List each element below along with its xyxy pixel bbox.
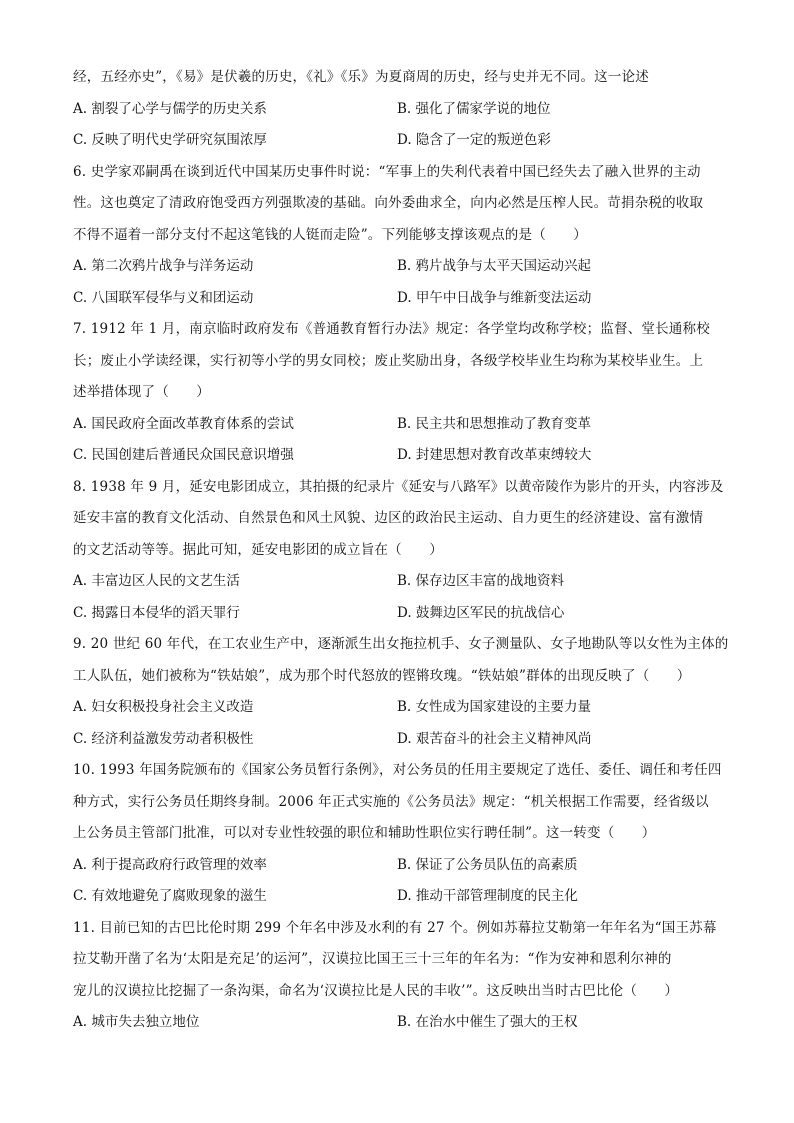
option-d: D. 鼓舞边区军民的抗战信心 [397, 604, 565, 621]
option-row [73, 283, 725, 315]
option-row [73, 251, 725, 283]
option-row [73, 692, 725, 724]
option-row [73, 724, 725, 756]
question-stem-line: 8. 1938 年 9 月，延安电影团成立，其拍摄的纪录片《延安与八路军》以黄帝陵作为影片的开头，内容涉及 [73, 478, 724, 495]
option-a: A. 城市失去独立地位 [73, 1014, 200, 1030]
question-stem-line: 的文艺活动等等。据此可知，延安电影团的成立旨在（ ） [73, 541, 443, 558]
question-stem-line: 性。这也奠定了清政府饱受西方列强欺凌的基础。向外委曲求全，向内必然是压榨人民。苛捐杂税的收取 [73, 195, 704, 211]
question-stem-line: 上公务员主管部门批准，可以对专业性较强的职位和辅助性职位实行聘任制”。这一转变（ ） [73, 825, 656, 841]
option-a: A. 国民政府全面改革教育体系的尝试 [73, 415, 294, 432]
option-row [73, 881, 725, 913]
option-row [73, 598, 725, 630]
question-7 [73, 314, 725, 472]
option-a: A. 第二次鸦片战争与洋务运动 [73, 258, 254, 274]
question-stem-line: 延安丰富的教育文化活动、自然景色和风土风貌、边区的政治民主运动、自力更生的经济建设、富有激情 [73, 510, 704, 526]
option-row [73, 94, 725, 126]
question-11 [73, 913, 725, 1039]
option-row [73, 440, 725, 472]
option-a: A. 割裂了心学与儒学的历史关系 [73, 100, 267, 117]
option-row [73, 850, 725, 882]
question-stem-line: 工人队伍，她们被称为“铁姑娘”，成为那个时代怒放的铿锵玫瑰。“铁姑娘”群体的出现反映了（ ） [73, 667, 691, 684]
option-b: B. 保证了公务员队伍的高素质 [397, 856, 578, 873]
option-a: A. 妇女积极投身社会主义改造 [73, 699, 254, 715]
option-d: D. 艰苦奋斗的社会主义精神风尚 [397, 730, 592, 747]
question-stem-line: 长；废止小学读经课，实行初等小学的男女同校；废止奖励出身，各级学校毕业生均称为某校毕业生。上 [73, 352, 704, 369]
option-d: D. 推动干部管理制度的民主化 [397, 888, 578, 904]
option-a: A. 利于提高政府行政管理的效率 [73, 856, 267, 873]
option-c: C. 有效地避免了腐败现象的滋生 [73, 888, 267, 904]
question-stem-line: 宠儿的汉谟拉比挖掘了一条沟渠，命名为‘汉谟拉比是人民的丰收’”。这反映出当时古巴比伦（ ） [73, 982, 679, 999]
option-b: B. 民主共和思想推动了教育变革 [397, 415, 592, 432]
option-b: B. 女性成为国家建设的主要力量 [397, 699, 592, 715]
option-c: C. 民国创建后普通民众国民意识增强 [73, 447, 294, 463]
option-c: C. 反映了明代史学研究氛围浓厚 [73, 132, 267, 148]
question-stem-line: 述举措体现了（ ） [73, 384, 210, 400]
option-d: D. 封建思想对教育改革束缚较大 [397, 447, 592, 463]
option-row [73, 409, 725, 441]
question-6 [73, 157, 725, 315]
question-8 [73, 472, 725, 630]
question-stem-line: 6. 史学家邓嗣禹在谈到近代中国某历史事件时说：“军事上的失利代表着中国已经失去了融入世界的主动 [73, 163, 701, 180]
question-stem-line: 拉艾勒开凿了名为‘太阳是充足’的运河”，汉谟拉比国王三十三年的年名为：“作为安神和恩利尔神的 [73, 951, 672, 967]
option-c: C. 八国联军侵华与义和团运动 [73, 289, 254, 306]
option-c: C. 揭露日本侵华的滔天罪行 [73, 604, 240, 621]
option-d: D. 甲午中日战争与维新变法运动 [397, 289, 592, 306]
option-b: B. 鸦片战争与太平天国运动兴起 [397, 258, 592, 274]
option-row [73, 125, 725, 157]
question-stem-line: 7. 1912 年 1 月，南京临时政府发布《普通教育暂行办法》规定：各学堂均改称学校；监督、堂长通称校 [73, 321, 710, 337]
option-b: B. 保存边区丰富的战地资料 [397, 573, 565, 589]
question-9 [73, 629, 729, 755]
option-a: A. 丰富边区人民的文艺生活 [73, 573, 240, 589]
question-5 [73, 62, 725, 157]
option-c: C. 经济利益激发劳动者积极性 [73, 730, 254, 747]
option-b: B. 在治水中催生了强大的王权 [397, 1014, 578, 1030]
question-stem-line: 不得不逼着一部分支付不起这笔钱的人铤而走险”。下列能够支撑该观点的是（ ） [73, 226, 588, 243]
option-b: B. 强化了儒家学说的地位 [397, 100, 551, 117]
question-10 [73, 755, 725, 913]
question-stem-line: 种方式，实行公务员任期终身制。2006 年正式实施的《公务员法》规定：“机关根据工作需要，经省级以 [73, 793, 709, 810]
option-d: D. 隐含了一定的叛逆色彩 [397, 132, 551, 148]
question-stem-line: 经，五经亦史”，《易》是伏羲的历史，《礼》《乐》为夏商周的历史，经与史并无不同。这一论述 [73, 69, 649, 85]
question-stem-line: 11. 目前已知的古巴比伦时期 299 个年名中涉及水利的有 27 个。例如苏幕拉艾勒第一年年名为“国王苏幕 [73, 919, 717, 936]
question-stem-line: 9. 20 世纪 60 年代，在工农业生产中，逐渐派生出女拖拉机手、女子测量队、女子地勘队等以女性为主体的 [73, 636, 729, 652]
question-stem-line: 10. 1993 年国务院颁布的《国家公务员暂行条例》，对公务员的任用主要规定了选任、委任、调任和考任四 [73, 762, 722, 778]
exam-page [73, 62, 729, 1039]
option-row [73, 1007, 725, 1039]
option-row [73, 566, 725, 598]
